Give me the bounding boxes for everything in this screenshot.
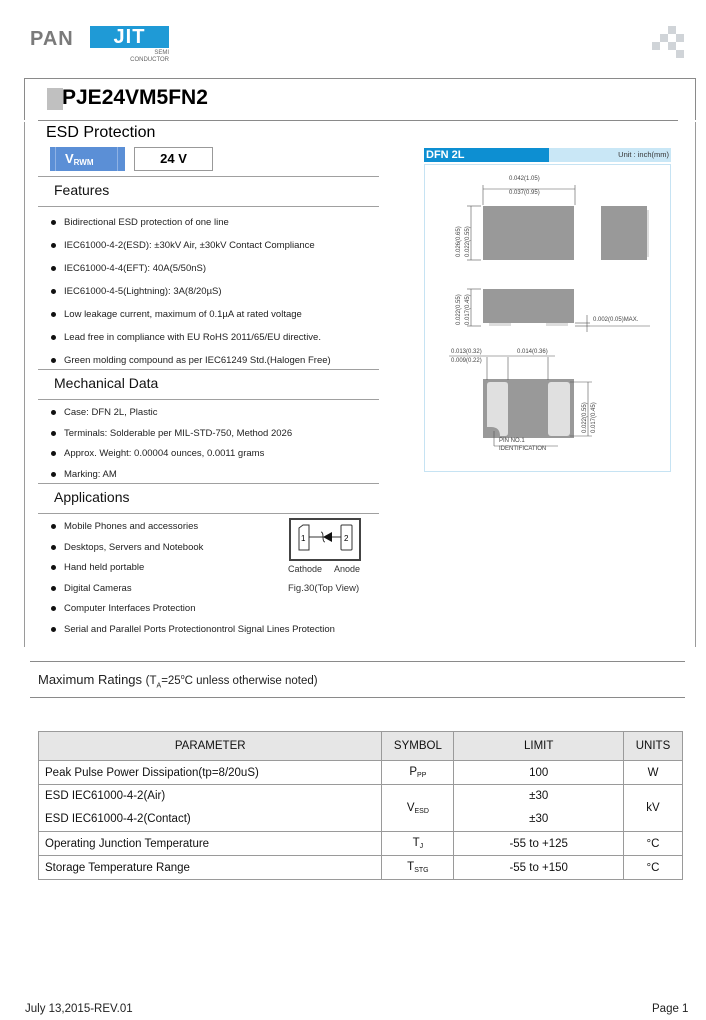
- units-cell: °C: [624, 856, 683, 880]
- dim-pad-width-max: 0.022(0.55): [582, 402, 588, 433]
- symbol-cell: $P_{PP}$: [382, 761, 454, 785]
- symbol-cell: $V_{ESD}$: [382, 785, 454, 832]
- features-heading: Features: [54, 182, 110, 198]
- application-item: Hand held portable: [48, 558, 335, 579]
- mechanical-heading: Mechanical Data: [54, 375, 159, 391]
- package-unit: Unit : inch(mm): [549, 148, 671, 162]
- units-cell: W: [624, 761, 683, 785]
- logo-tagline-line2: CONDUCTOR: [130, 57, 169, 63]
- mechanical-divider: [38, 399, 379, 400]
- units-cell: °C: [624, 832, 683, 856]
- title-divider: [38, 120, 678, 121]
- parameter-cell: Peak Pulse Power Dissipation(tp=8/20uS): [39, 761, 382, 785]
- max-ratings-heading: Maximum Ratings: [38, 672, 143, 687]
- logo-brand-left: PAN: [30, 28, 74, 50]
- application-item: Digital Cameras: [48, 579, 335, 600]
- ratings-title-divider: [30, 697, 685, 698]
- vrwm-label-sub: RWM: [73, 158, 94, 167]
- limit-cell: -55 to +150: [454, 856, 624, 880]
- panjit-logo: [30, 26, 169, 70]
- pin-label-cathode: Cathode: [288, 564, 323, 574]
- pin-figure-caption: Fig.30(Top View): [288, 583, 360, 594]
- table-row: [39, 785, 683, 832]
- mechanical-list: [48, 403, 292, 485]
- application-item: Serial and Parallel Ports Protectionontrol Signal Lines Protection: [48, 620, 335, 641]
- dim-length-max: 0.042(1.05): [509, 176, 540, 182]
- limit-cell: 100: [454, 761, 624, 785]
- package-header: [424, 148, 671, 162]
- frame-border-top: [24, 78, 696, 79]
- pin1-identification-line1: PIN NO.1: [499, 438, 525, 444]
- decorative-squares-icon: [660, 26, 690, 62]
- mechanical-item: Marking: AM: [48, 465, 292, 486]
- mechanical-item: Terminals: Solderable per MIL-STD-750, Method 2026: [48, 424, 292, 445]
- product-category: ESD Protection: [46, 124, 156, 141]
- units-cell: kV: [624, 785, 683, 832]
- mechanical-item: Approx. Weight: 0.00004 ounces, 0.0011 grams: [48, 444, 292, 465]
- logo-tagline-line1: SEMI: [154, 50, 169, 56]
- features-top-divider: [38, 176, 379, 177]
- max-ratings-table: [38, 731, 683, 880]
- dim-pad-gap: 0.014(0.36): [517, 349, 548, 355]
- vrwm-label-badge: [50, 147, 125, 171]
- diode-symbol-icon: [291, 520, 359, 559]
- title-marker: [47, 88, 63, 110]
- parameter-cell: Storage Temperature Range: [39, 856, 382, 880]
- feature-item: Green molding compound as per IEC61249 Std.(Halogen Free): [48, 349, 331, 372]
- table-row: [39, 856, 683, 880]
- dim-pad-length-max: 0.013(0.32): [451, 349, 482, 355]
- pin-label-anode: Anode: [334, 564, 361, 574]
- symbol-cell: $T_J$: [382, 832, 454, 856]
- application-item: Computer Interfaces Protection: [48, 599, 335, 620]
- dim-pad-length-min: 0.009(0.22): [451, 358, 482, 364]
- applications-heading: Applications: [54, 489, 130, 505]
- feature-item: IEC61000-4-4(EFT): 40A(5/50nS): [48, 257, 331, 280]
- ratings-top-divider: [30, 661, 685, 662]
- vrwm-value: 24 V: [134, 147, 213, 171]
- table-row: [39, 832, 683, 856]
- dim-pad-width-min: 0.017(0.45): [591, 402, 597, 433]
- feature-item: Low leakage current, maximum of 0.1µA at rated voltage: [48, 303, 331, 326]
- max-ratings-condition: ($T_A=25^oC$ unless otherwise noted): [145, 674, 318, 690]
- features-list: [48, 211, 331, 372]
- max-ratings-title: [38, 672, 318, 689]
- column-header: LIMIT: [454, 732, 624, 761]
- table-row: [39, 761, 683, 785]
- column-header: PARAMETER: [39, 732, 382, 761]
- application-item: Desktops, Servers and Notebook: [48, 538, 335, 559]
- column-header: SYMBOL: [382, 732, 454, 761]
- dim-standoff: 0.002(0.05)MAX.: [593, 317, 639, 323]
- pin1-number: 1: [301, 534, 306, 543]
- applications-divider: [38, 513, 379, 514]
- application-item: Mobile Phones and accessories: [48, 517, 335, 538]
- symbol-cell: $T_{STG}$: [382, 856, 454, 880]
- pin-configuration-figure: [289, 518, 361, 561]
- pin2-number: 2: [344, 534, 349, 543]
- frame-border-left-lower: [24, 122, 25, 647]
- applications-top-divider: [38, 483, 379, 484]
- parameter-cell: ESD IEC61000-4-2(Air) ESD IEC61000-4-2(Contact): [39, 785, 382, 832]
- pin1-identification-line2: IDENTIFICATION: [499, 446, 547, 452]
- footer-page-number: Page 1: [652, 1003, 689, 1015]
- package-drawing-panel: [424, 164, 671, 472]
- footer-date-revision: July 13,2015-REV.01: [25, 1003, 133, 1015]
- vrwm-label: V: [65, 151, 74, 166]
- frame-border-right-lower: [695, 122, 696, 647]
- dim-length-min: 0.037(0.95): [509, 190, 540, 196]
- table-header-row: [39, 732, 683, 761]
- mechanical-top-divider: [38, 369, 379, 370]
- mechanical-item: Case: DFN 2L, Plastic: [48, 403, 292, 424]
- dim-height-max: 0.022(0.55): [456, 294, 462, 325]
- limit-cell: -55 to +125: [454, 832, 624, 856]
- parameter-cell: Operating Junction Temperature: [39, 832, 382, 856]
- logo-tagline: [90, 50, 169, 64]
- column-header: UNITS: [624, 732, 683, 761]
- package-name: DFN 2L: [424, 148, 549, 162]
- feature-item: Lead free in compliance with EU RoHS 2011/65/EU directive.: [48, 326, 331, 349]
- dim-width-max: 0.026(0.65): [456, 226, 462, 257]
- frame-border-left: [24, 78, 25, 120]
- feature-item: IEC61000-4-2(ESD): ±30kV Air, ±30kV Contact Compliance: [48, 234, 331, 257]
- features-divider: [38, 206, 379, 207]
- part-number-title: PJE24VM5FN2: [62, 86, 208, 109]
- dim-height-min: 0.017(0.45): [465, 294, 471, 325]
- feature-item: Bidirectional ESD protection of one line: [48, 211, 331, 234]
- limit-cell: ±30 ±30: [454, 785, 624, 832]
- frame-border-right: [695, 78, 696, 120]
- logo-brand-right: JIT: [90, 26, 169, 48]
- dim-width-min: 0.022(0.55): [465, 226, 471, 257]
- feature-item: IEC61000-4-5(Lightning): 3A(8/20µS): [48, 280, 331, 303]
